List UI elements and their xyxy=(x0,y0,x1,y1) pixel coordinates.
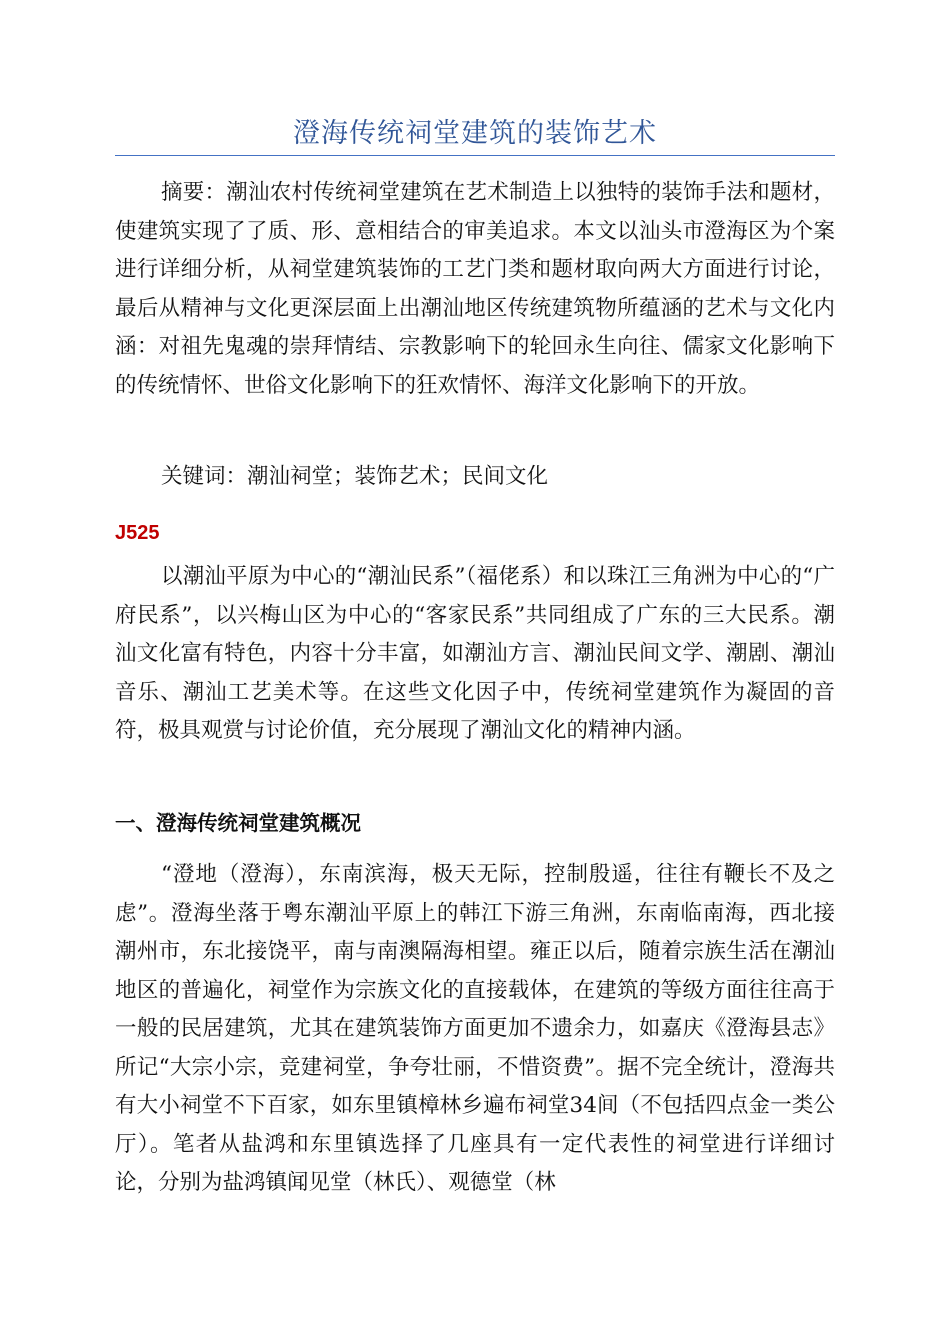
classification-code: J525 xyxy=(115,522,160,544)
section-heading: 一、澄海传统祠堂建筑概况 xyxy=(115,811,361,835)
document-title: 澄海传统祠堂建筑的装饰艺术 xyxy=(293,118,657,149)
abstract-paragraph: 摘要：潮汕农村传统祠堂建筑在艺术制造上以独特的装饰手法和题材，使建筑实现了了质、形、意相结合的审美追求。本文以汕头市澄海区为个案进行详细分析，从祠堂建筑装饰的工艺门类和题材取向两大方面进行讨论，最后从精神与文化更深层面上出潮汕地区传统建筑物所蕴涵的艺术与文化内涵：对祖先鬼魂的崇拜情结、宗教影响下的轮回永生向往、儒家文化影响下的传统情怀、世俗文化影响下的狂欢情怀、海洋文化影响下的开放。 xyxy=(115,180,835,398)
keywords-line: 关键词：潮汕祠堂；装饰艺术；民间文化 xyxy=(161,464,549,489)
intro-paragraph: 以潮汕平原为中心的“潮汕民系”（福佬系）和以珠江三角洲为中心的“广府民系”，以兴梅山区为中心的“客家民系”共同组成了广东的三大民系。潮汕文化富有特色，内容十分丰富，如潮汕方言、潮汕民间文学、潮剧、潮汕音乐、潮汕工艺美术等。在这些文化因子中，传统祠堂建筑作为凝固的音符，极具观赏与讨论价值，充分展现了潮汕文化的精神内涵。 xyxy=(115,564,835,743)
title-underline xyxy=(115,155,835,156)
section-paragraph: “澄地（澄海），东南滨海，极天无际，控制殷遥，往往有鞭长不及之虑”。澄海坐落于粤东潮汕平原上的韩江下游三角洲，东南临南海，西北接潮州市，东北接饶平，南与南澳隔海相望。雍正以后，随着宗族生活在潮汕地区的普遍化，祠堂作为宗族文化的直接载体，在建筑的等级方面往往高于一般的民居建筑，尤其在建筑装饰方面更加不遗余力，如嘉庆《澄海县志》所记“大宗小宗，竞建祠堂，争夸壮丽，不惜资费”。据不完全统计，澄海共有大小祠堂不下百家，如东里镇樟林乡遍布祠堂34间（不包括四点金一类公厅）。笔者从盐鸿和东里镇选择了几座具有一定代表性的祠堂进行详细讨论，分别为盐鸿镇闻见堂（林氏）、观德堂（林 xyxy=(115,862,835,1195)
